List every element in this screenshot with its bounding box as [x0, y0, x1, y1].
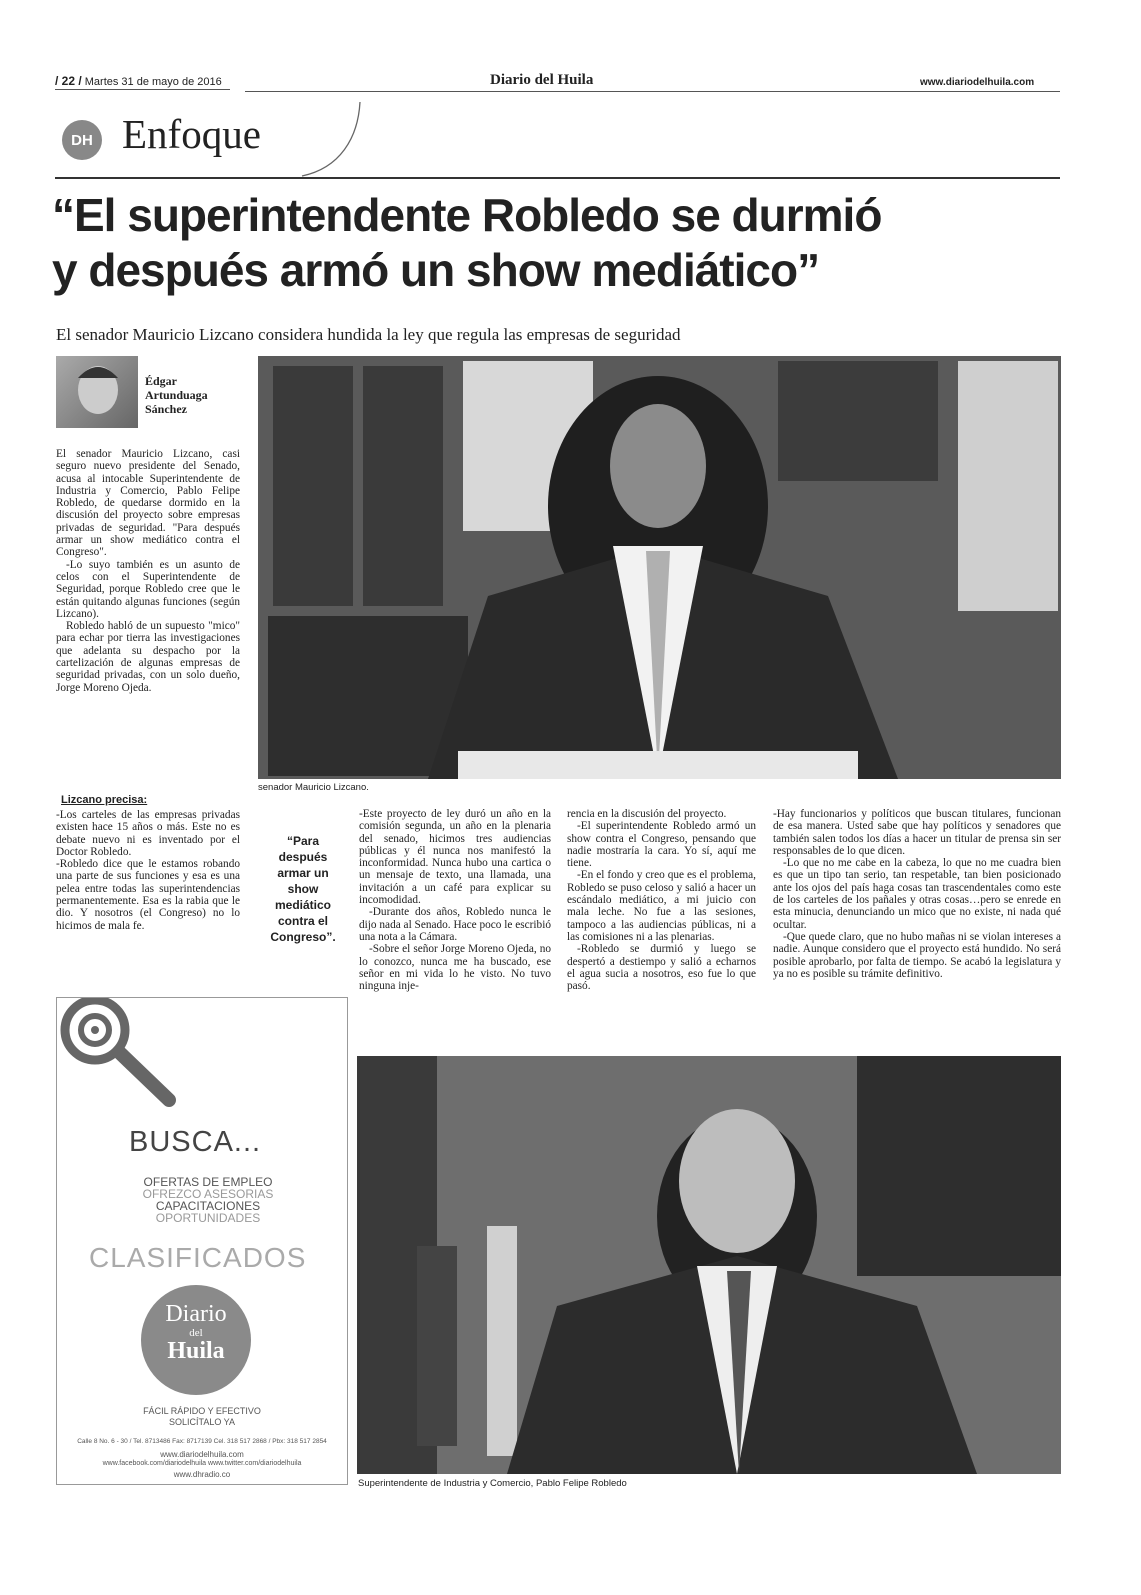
- dh-logo-icon: DH: [62, 120, 102, 160]
- ad-line: OFERTAS DE EMPLEO: [143, 1175, 273, 1189]
- paragraph: -Lo suyo también es un asunto de celos con el Superintendente de Seguridad, porque Robledo cree que le están quitando algunas funciones (según Lizcano).: [56, 558, 240, 620]
- target-magnifier-icon: [57, 998, 257, 1118]
- classifieds-ad[interactable]: [56, 997, 348, 1485]
- author-face-icon: [56, 356, 138, 428]
- author-first: Édgar: [145, 374, 178, 388]
- caption-lizcano: senador Mauricio Lizcano.: [258, 782, 369, 793]
- ad-tagline: FÁCIL RÁPIDO Y EFECTIVO: [143, 1406, 261, 1416]
- paragraph: -El superintendente Robledo armó un show contra el Congreso, pensando que nadie mostraría la cara. Yo sí, aquí me tiene.: [567, 820, 756, 870]
- paragraph: -Robledo se durmió y luego se despertó a destiempo y salió a echarnos el agua sucia a nosotros, eso fue lo que pasó.: [567, 943, 756, 993]
- paragraph: -Hay funcionarios y políticos que buscan titulares, funcionan de esa manera. Usted sabe que hay políticos y senadores que también salen todos los días a hacer un titular de prensa sin ser responsables de lo que dicen.: [773, 808, 1061, 857]
- paper-url[interactable]: www.diariodelhuila.com: [920, 77, 1035, 88]
- paragraph: -Los carteles de las empresas privadas existen hace 15 años o más. Este no es debate nuevo ni es inventado por el Doctor Robledo.: [56, 809, 240, 858]
- ad-contact[interactable]: www.dhradio.co: [173, 1470, 231, 1479]
- paper-name: Diario del Huila: [490, 72, 594, 88]
- photo-lizcano: [258, 356, 1061, 779]
- author-last2: Sánchez: [145, 402, 187, 416]
- paragraph: -Que quede claro, que no hubo mañas ni se violan intereses a nadie. Aunque considero que el proyecto está hundido. No será posible aprobarlo, por falta de tiempo. Se acabó la legislatura y ya no es posible su trámite definitivo.: [773, 930, 1061, 980]
- ad-line: OFREZCO ASESORIAS: [142, 1187, 274, 1201]
- paragraph: rencia en la discusión del proyecto.: [567, 808, 727, 820]
- ad-logo-text: del: [189, 1327, 203, 1339]
- page-number: / 22 /: [55, 74, 82, 88]
- author-name: [145, 374, 208, 416]
- paragraph: -Este proyecto de ley duró un año en la comisión segunda, un año en la plenaria del senado, hicimos tres audiencias públicas y él nunca nos manifestó la inconformidad. Nunca hubo una cartica o un mensaje de texto, una llamada, una invitación a un café para explicar su incomodidad.: [359, 808, 551, 907]
- ad-logo-text: Huila: [167, 1338, 225, 1364]
- paragraph: El senador Mauricio Lizcano, casi seguro nuevo presidente del Senado, acusa al intocable Superintendente de Industria y Comercio, Pablo Felipe Robledo, de quedarse dormido en la discusión del proyecto sobre empresas privadas de seguridad. "Para después armar un show mediático contra el Congreso".: [56, 448, 240, 559]
- pullquote: “Para después armar un show mediático contra el Congreso”.: [270, 834, 336, 944]
- header-rule-right: [245, 91, 1060, 92]
- paragraph: Robledo habló de un supuesto "mico" para echar por tierra las investigaciones que adelanta su despacho por la cartelización de algunas empresas de seguridad privadas, con un solo dueño, Jorge Moreno Ojeda.: [56, 620, 240, 694]
- column-1b: [56, 809, 240, 932]
- caption-robledo: Superintendente de Industria y Comercio, Pablo Felipe Robledo: [358, 1478, 627, 1489]
- section-rule: [55, 177, 1060, 179]
- headline: [52, 188, 1062, 298]
- ad-logo-text: Diario: [165, 1301, 227, 1327]
- ad-contact: Calle 8 No. 6 - 30 / Tel. 8713486 Fax: 8717139 Cel. 318 517 2868 / Pbx: 318 517 2854: [77, 1438, 327, 1445]
- ad-contact[interactable]: www.diariodelhuila.com: [160, 1450, 244, 1459]
- ad-clasificados: CLASIFICADOS: [89, 1242, 307, 1273]
- photo-robledo-image: [357, 1056, 1061, 1474]
- ad-contact[interactable]: www.facebook.com/diariodelhuila www.twitter.com/diariodelhuila: [102, 1460, 302, 1467]
- headline-line2: y después armó un show mediático”: [52, 244, 820, 296]
- section-flourish-icon: [300, 98, 370, 180]
- ad-line: OPORTUNIDADES: [155, 1211, 261, 1225]
- column-4: [773, 808, 1061, 980]
- paragraph: -Sobre el señor Jorge Moreno Ojeda, no lo conozco, nunca me ha buscado, ese señor en mi vida lo he visto. No tuvo ninguna inje-: [359, 943, 551, 993]
- header-rule-left: [55, 89, 230, 90]
- ad-logo-circle: [141, 1285, 251, 1395]
- paragraph: -En el fondo y creo que es el problema, Robledo se puso celoso y salió a hacer un escándalo mediático, a mi juicio con mala leche. No fue a las sesiones, tampoco a las audiencias públicas, ni a las comisiones ni a las plenarias.: [567, 869, 756, 943]
- section-title: Enfoque: [122, 111, 261, 157]
- column-3: [567, 808, 756, 992]
- paragraph: -Durante dos años, Robledo nunca le dijo nada al Senado. Hace poco le escribió una nota a la Cámara.: [359, 906, 551, 943]
- headline-line1: “El superintendente Robledo se durmió: [52, 189, 882, 241]
- author-last1: Artunduaga: [145, 388, 208, 402]
- column-1: [56, 448, 240, 694]
- ad-line: CAPACITACIONES: [155, 1199, 261, 1213]
- ad-offer-lines: [133, 1176, 283, 1224]
- subhead: El senador Mauricio Lizcano considera hundida la ley que regula las empresas de seguridad: [56, 325, 681, 344]
- ad-tagline: SOLICÍTALO YA: [168, 1417, 236, 1427]
- paragraph: -Robledo dice que le estamos robando una parte de sus funciones y esa es una pelea entre todas las superintendencias permanentemente. Esa es la rabia que le dio. Y nosotros (el Congreso) no lo hicimos de mala fe.: [56, 858, 240, 932]
- ad-busca: BUSCA...: [129, 1126, 262, 1158]
- page-date: [55, 74, 222, 88]
- paragraph: -Lo que no me cabe en la cabeza, lo que no me cuadra bien es que un tipo tan serio, tan respetable, tan bien posicionado ante los ojos del país haga cosas tan trascendentales como este de los carteles de los pañales y otras cosas…pero se enrede en esta minucia, denunciando un mico que no existe, ni nada qué ocultar.: [773, 857, 1061, 931]
- author-photo: [56, 356, 138, 428]
- date: Martes 31 de mayo de 2016: [84, 76, 222, 88]
- column-2: [359, 808, 551, 992]
- subtitle-lizcano-precisa: Lizcano precisa:: [61, 794, 148, 806]
- photo-robledo: [357, 1056, 1061, 1474]
- photo-lizcano-image: [258, 356, 1061, 779]
